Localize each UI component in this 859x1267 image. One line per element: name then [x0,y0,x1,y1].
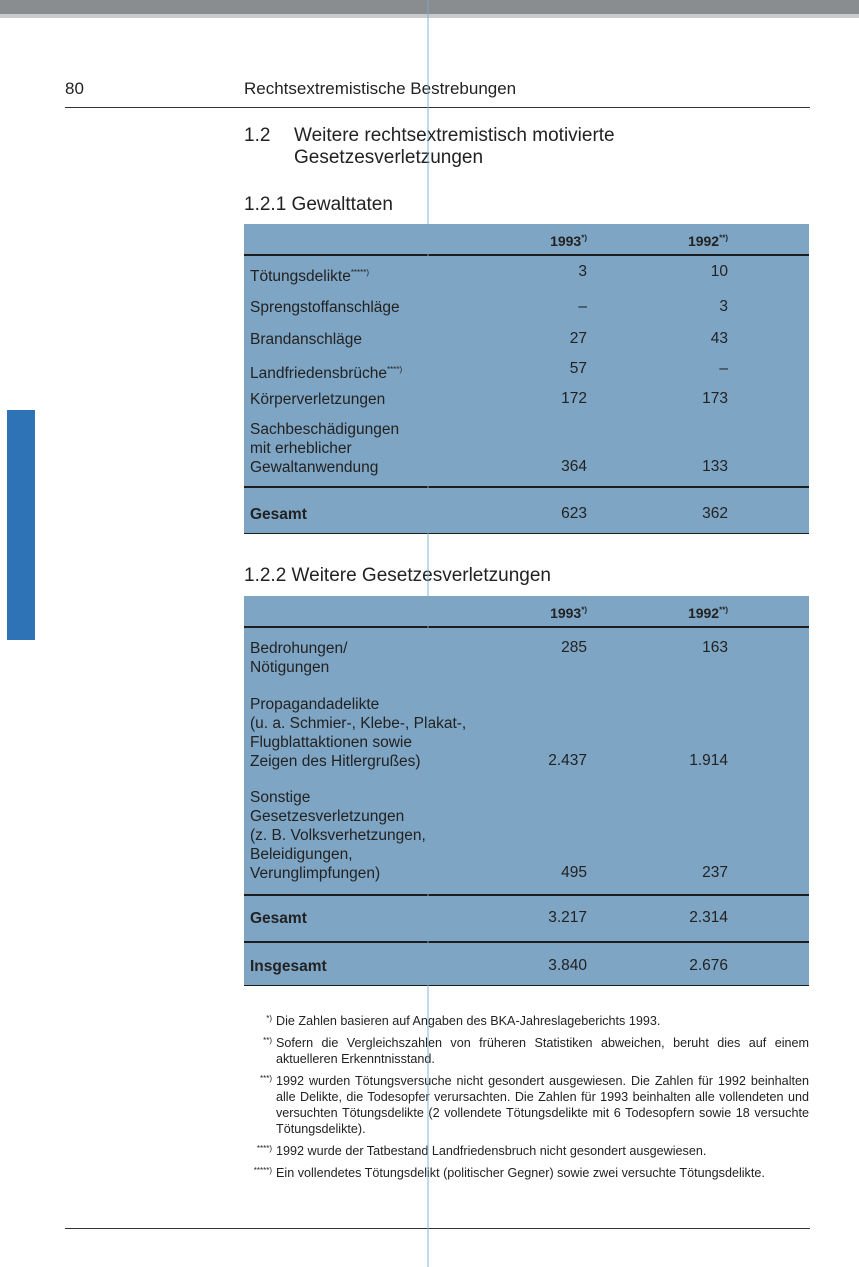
value-1993: 27 [569,330,587,347]
footnote-text: 1992 wurden Tötungsversuche nicht gesondert ausgewiesen. Die Zahlen für 1992 beinhalten alle Delikte, die Todesopfer verursachten. Die Zahlen für 1993 beinhalten alle vollendeten und versuchten Tötungsdelikte (2 vollendete Tötungsdelikte mit 6 Todesopfern sowie 18 versuchte Tötungsdelikte). [276,1074,809,1136]
footnote-mark: *) [266,1014,272,1023]
section-number: 1.2 [244,125,271,146]
section-title-line1: Weitere rechtsextremistisch motivierte [294,125,615,146]
row-label: Bedrohungen/ Nötigungen [250,640,348,676]
value-1992: 1.914 [689,752,728,769]
footnote [244,1165,809,1181]
value-1993: 172 [561,390,587,407]
footnote [244,1143,809,1159]
footnote-mark: **) [263,1036,272,1045]
value-1992: 133 [702,458,728,475]
footer-rule [65,1228,810,1229]
total-1993: 623 [561,505,587,522]
row-label: Sprengstoffanschläge [250,299,400,316]
value-1992: 237 [702,864,728,881]
total-label: Gesamt [250,910,307,927]
section-title-line2: Gesetzesverletzungen [294,147,484,168]
grand-total-1993: 3.840 [548,957,587,974]
table-bottom-rule [244,985,809,986]
total-1992: 362 [702,505,728,522]
header-rule [65,107,810,108]
scan-top-edge-shadow [0,14,859,18]
footnote-ref: *****) [350,268,370,277]
footnote-text: 1992 wurde der Tatbestand Landfriedensbruch nicht gesondert ausgewiesen. [276,1144,707,1158]
table-header [244,596,809,628]
footnote-text: Die Zahlen basieren auf Angaben des BKA-Jahreslageberichts 1993. [276,1014,661,1028]
grand-total-label: Insgesamt [250,958,327,975]
total-label: Gesamt [250,506,307,523]
col-header-1992: 1992**) [687,233,728,249]
footnote [244,1073,809,1137]
col-header-1993: 1993*) [550,233,587,249]
col-header-1992: 1992**) [687,605,728,621]
row-label: Propagandadelikte (u. a. Schmier-, Klebe-, Plakat-, Flugblattaktionen sowie Zeigen des Hitlergrußes) [250,696,467,770]
value-1992: 43 [710,330,728,347]
grand-total-separator [244,941,809,943]
total-1992: 2.314 [689,909,728,926]
table-header [244,224,809,256]
footnote-text: Ein vollendetes Tötungsdelikt (politischer Gegner) sowie zwei versuchte Tötungsdelikte. [276,1166,765,1180]
footnote [244,1035,809,1067]
footnote [244,1013,809,1029]
row-label: Brandanschläge [250,331,363,348]
value-1993: 3 [578,263,587,280]
total-1993: 3.217 [548,909,587,926]
chapter-tab-marker [7,410,35,640]
table-gewalttaten [244,224,809,534]
col-header-1993: 1993*) [550,605,587,621]
value-1993: 495 [561,864,587,881]
value-1993: 285 [561,639,587,656]
footnote-mark: *****) [253,1166,272,1175]
value-1992: 163 [702,639,728,656]
value-1992: 173 [702,390,728,407]
value-1992: 3 [719,298,728,315]
scan-artifact-line [427,0,429,1267]
grand-total-1992: 2.676 [689,957,728,974]
subsection-heading-weitere: 1.2.2 Weitere Gesetzesverletzungen [244,565,551,586]
value-1993: 57 [569,360,587,377]
scan-top-edge [0,0,859,14]
value-1992: 10 [710,263,728,280]
section-heading [244,125,615,169]
footnote-text: Sofern die Vergleichszahlen von früheren Statistiken abweichen, beruht dies auf einem aktuelleren Erkenntnisstand. [276,1036,809,1066]
footnotes [244,1013,809,1187]
value-1993: 364 [561,458,587,475]
running-head: Rechtsextremistische Bestrebungen [244,79,517,98]
total-separator [244,486,809,488]
row-label: Landfriedensbrüche [250,365,388,383]
total-separator [244,894,809,896]
row-label: Körperverletzungen [250,391,386,408]
footnote-mark: ***) [259,1074,272,1083]
table-bottom-rule [244,533,809,534]
value-1993: – [578,298,587,315]
value-1993: 2.437 [548,752,587,769]
row-label: Sachbeschädigungen mit erheblicher Gewaltanwendung [250,421,400,476]
footnote-mark: ****) [256,1144,272,1153]
page-number: 80 [65,79,84,98]
table-weitere-gesetzesverletzungen [244,596,809,986]
footnote-ref: ****) [387,365,403,374]
row-label: Tötungsdelikte [250,268,351,286]
value-1992: – [719,360,728,377]
row-label: Sonstige Gesetzesverletzungen (z. B. Volksverhetzungen, Beleidigungen, Verunglimpfungen) [250,789,426,882]
subsection-heading-gewalttaten: 1.2.1 Gewalttaten [244,194,393,215]
